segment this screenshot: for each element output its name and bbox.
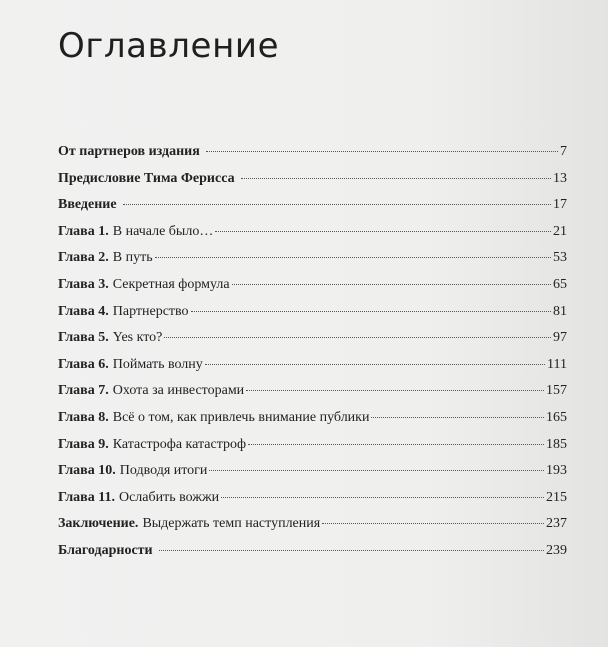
toc-entry-title: В начале было… (112, 223, 214, 239)
toc-entry-lead: Глава 3. (58, 276, 109, 292)
toc-entry (58, 357, 567, 384)
toc-entry (58, 224, 567, 251)
toc-entry-page: 7 (560, 144, 567, 159)
toc-entry-page: 97 (553, 330, 567, 346)
dot-leader (248, 444, 544, 445)
toc-entry-title: Выдержать темп наступления (142, 516, 321, 532)
dot-leader (215, 231, 551, 232)
dot-leader (123, 204, 551, 205)
toc-entry-lead: Заключение. (58, 516, 139, 532)
toc-entry (58, 463, 567, 490)
toc-entry-page: 21 (553, 223, 567, 239)
toc-entry-page: 165 (546, 409, 567, 425)
toc-entry-lead: Глава 7. (58, 383, 109, 399)
dot-leader (246, 390, 544, 391)
toc-entry (58, 197, 567, 224)
toc-entry-title: Всё о том, как привлечь внимание публики (112, 409, 370, 425)
toc-entry-lead: Предисловие Тима Ферисса (58, 170, 235, 186)
toc-entry-lead: Глава 6. (58, 356, 109, 372)
toc-entry-page: 239 (546, 542, 567, 558)
table-of-contents (58, 144, 567, 570)
toc-entry-page: 81 (553, 303, 567, 319)
toc-entry-page: 53 (553, 250, 567, 266)
dot-leader (205, 364, 545, 365)
toc-entry-lead: Введение (58, 197, 117, 213)
toc-entry-lead: Глава 1. (58, 223, 109, 239)
toc-entry (58, 437, 567, 464)
toc-entry-page: 13 (553, 170, 567, 186)
toc-entry-title: В путь (112, 250, 153, 266)
toc-entry-title: Охота за инвесторами (112, 383, 245, 399)
toc-entry (58, 171, 567, 198)
toc-entry (58, 277, 567, 304)
toc-entry (58, 490, 567, 517)
toc-entry-lead: Глава 11. (58, 489, 115, 505)
toc-entry-page: 111 (547, 356, 567, 372)
dot-leader (371, 417, 544, 418)
toc-entry (58, 410, 567, 437)
dot-leader (221, 497, 544, 498)
toc-entry-lead: Глава 10. (58, 463, 116, 479)
toc-entry (58, 250, 567, 277)
dot-leader (322, 523, 544, 524)
toc-entry-lead: Глава 4. (58, 303, 109, 319)
toc-entry-page: 157 (546, 383, 567, 399)
toc-entry-lead: От партнеров издания (58, 144, 200, 159)
dot-leader (191, 311, 551, 312)
page-title: Оглавление (58, 26, 280, 66)
toc-entry-title: Секретная формула (112, 276, 230, 292)
toc-entry-title: Подводя итоги (119, 463, 208, 479)
toc-entry (58, 304, 567, 331)
dot-leader (232, 284, 551, 285)
dot-leader (241, 178, 551, 179)
toc-entry-title: Партнерство (112, 303, 189, 319)
toc-entry-page: 17 (553, 197, 567, 213)
toc-entry-page: 65 (553, 276, 567, 292)
toc-entry (58, 144, 567, 171)
toc-entry-page: 237 (546, 516, 567, 532)
toc-entry (58, 330, 567, 357)
toc-entry-page: 215 (546, 489, 567, 505)
dot-leader (164, 337, 551, 338)
toc-entry-page: 185 (546, 436, 567, 452)
toc-entry-title: Поймать волну (112, 356, 203, 372)
toc-entry-lead: Глава 8. (58, 409, 109, 425)
toc-entry (58, 383, 567, 410)
toc-entry-lead: Глава 5. (58, 330, 109, 346)
toc-entry (58, 516, 567, 543)
toc-entry-lead: Глава 9. (58, 436, 109, 452)
toc-entry-title: Yes кто? (112, 330, 163, 346)
toc-entry-page: 193 (546, 463, 567, 479)
dot-leader (206, 151, 558, 152)
toc-entry-lead: Благодарности (58, 542, 153, 558)
dot-leader (159, 550, 544, 551)
toc-entry (58, 543, 567, 570)
dot-leader (155, 257, 551, 258)
toc-entry-lead: Глава 2. (58, 250, 109, 266)
dot-leader (209, 470, 544, 471)
toc-entry-title: Ослабить вожжи (118, 489, 220, 505)
toc-entry-title: Катастрофа катастроф (112, 436, 247, 452)
